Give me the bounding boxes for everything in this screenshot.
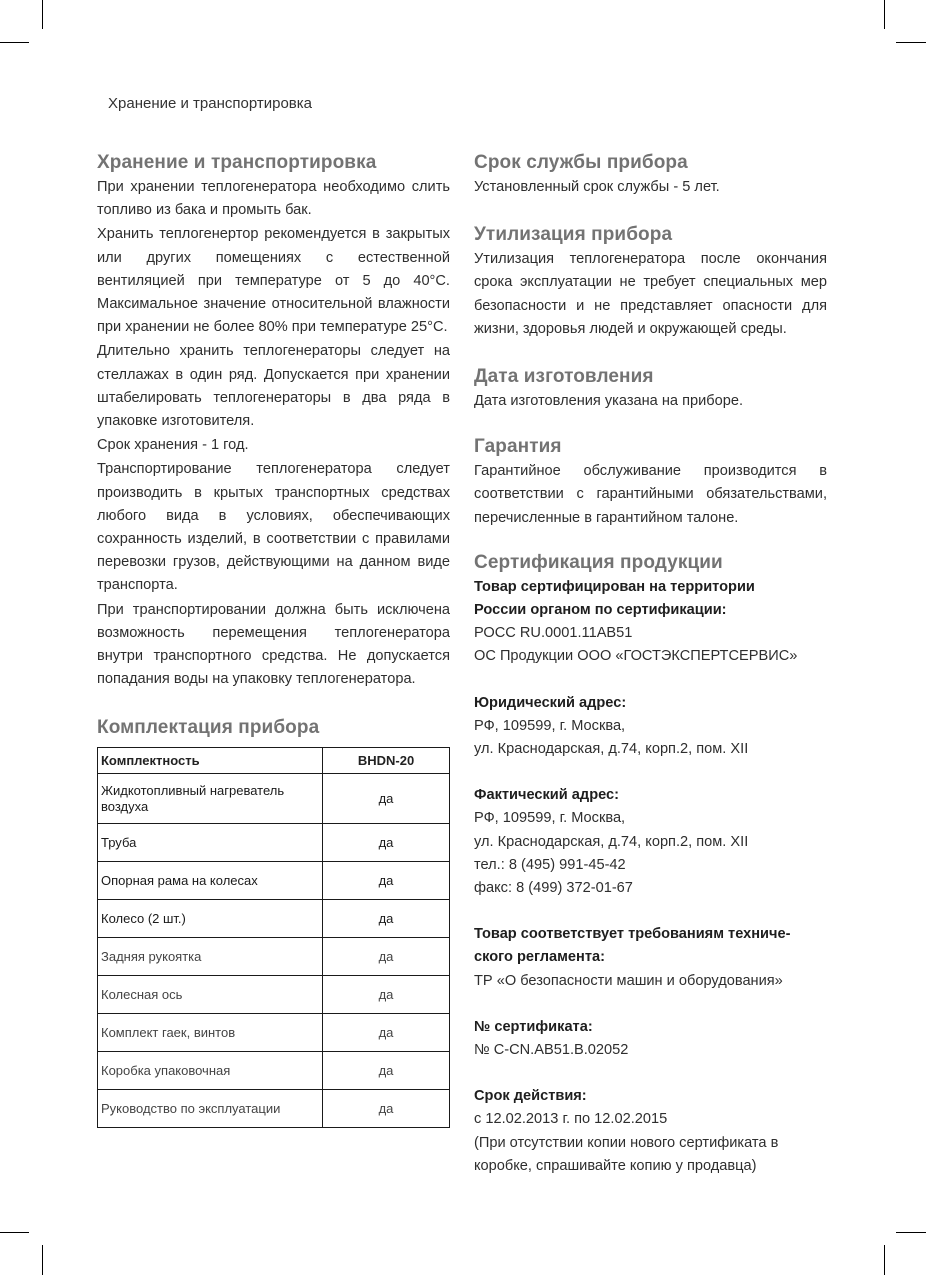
table-row: [98, 1090, 450, 1128]
table-header-row: [98, 748, 450, 774]
cert-body-label: Товар сертифицирован на территории: [474, 578, 755, 595]
kit-section: [97, 715, 450, 1128]
service-life-heading: Срок службы прибора: [474, 152, 688, 173]
table-cell-item: Жидкотопливный нагреватель воздуха: [98, 774, 323, 824]
table-cell-item: Опорная рама на колесах: [98, 862, 323, 900]
storage-heading: Хранение и транспортировка: [97, 152, 377, 173]
storage-paragraph: Длительно хранить теплогенераторы следует на стеллажах в один ряд. Допускается при хранении штабелировать теплогенераторы в два ряда в упаковке изготовителя.: [97, 343, 450, 430]
table-row: [98, 976, 450, 1014]
crop-mark: [884, 1245, 885, 1275]
certification-section: [474, 550, 827, 1178]
table-cell-item: Комплект гаек, винтов: [98, 1014, 323, 1052]
validity-label: Срок действия:: [474, 1088, 587, 1105]
manufacture-date-section: [474, 364, 827, 413]
disposal-section: [474, 222, 827, 341]
kit-heading: Комплектация прибора: [97, 717, 320, 739]
storage-paragraph: Хранить теплогенертор рекомендуется в закрытых или других помещениях с естественной вентиляцией при температуре от 5 до 40°С. Максимальное значение относительной влажности при хранении не более 80% при температуре 25°С.: [97, 226, 450, 336]
manufacture-date-heading: Дата изготовления: [474, 366, 654, 388]
actual-address-label: Фактический адрес:: [474, 787, 620, 804]
validity-note: (При отсутствии копии нового сертификата в: [474, 1134, 779, 1151]
actual-address-line: ул. Краснодарская, д.74, корп.2, пом. XII: [474, 833, 749, 850]
table-header-model: BHDN-20: [323, 748, 450, 774]
cert-body-code: РОСС RU.0001.11АВ51: [474, 625, 633, 642]
legal-address-line: ул. Краснодарская, д.74, корп.2, пом. XII: [474, 741, 749, 758]
manufacture-date-text: Дата изготовления указана на приборе.: [474, 393, 744, 410]
legal-address-label: Юридический адрес:: [474, 694, 627, 711]
table-row: [98, 1014, 450, 1052]
table-cell-value: да: [323, 938, 450, 976]
table-cell-value: да: [323, 824, 450, 862]
storage-paragraph: При транспортировании должна быть исключена возможность перемещения теплогенератора внутри транспортного средства. Не допускается попадания воды на упаковку теплогенератора.: [97, 601, 450, 688]
table-cell-value: да: [323, 774, 450, 824]
actual-address-line: РФ, 109599, г. Москва,: [474, 810, 626, 827]
crop-mark: [42, 0, 43, 29]
cert-body-label: России органом по сертификации:: [474, 602, 727, 619]
legal-address-line: РФ, 109599, г. Москва,: [474, 717, 626, 734]
table-row: [98, 1052, 450, 1090]
table-cell-value: да: [323, 862, 450, 900]
crop-mark: [0, 1232, 29, 1233]
compliance-label: ского регламента:: [474, 949, 605, 966]
right-column: [474, 150, 827, 1178]
warranty-text: Гарантийное обслуживание производится в соответствии с гарантийными обязательствами, перечисленные в гарантийном талоне.: [474, 463, 827, 526]
table-cell-value: да: [323, 1014, 450, 1052]
compliance-text: ТР «О безопасности машин и оборудования»: [474, 972, 783, 989]
table-header-item: Комплектность: [98, 748, 323, 774]
table-row: [98, 824, 450, 862]
crop-mark: [884, 0, 885, 29]
storage-paragraph: Срок хранения - 1 год.: [97, 437, 249, 454]
table-cell-item: Труба: [98, 824, 323, 862]
table-cell-value: да: [323, 1090, 450, 1128]
crop-mark: [0, 42, 29, 43]
table-cell-item: Задняя рукоятка: [98, 938, 323, 976]
validity-dates: с 12.02.2013 г. по 12.02.2015: [474, 1111, 668, 1128]
table-cell-value: да: [323, 976, 450, 1014]
phone-number: тел.: 8 (495) 991-45-42: [474, 856, 626, 873]
table-cell-value: да: [323, 900, 450, 938]
disposal-text: Утилизация теплогенератора после окончания срока эксплуатации не требует специальных мер безопасности и не представляет опасности для жизни, здоровья людей и окружающей среды.: [474, 251, 827, 337]
compliance-label: Товар соответствует требованиям техниче-: [474, 926, 791, 943]
table-cell-item: Руководство по эксплуатации: [98, 1090, 323, 1128]
certification-heading: Сертификация продукции: [474, 551, 723, 573]
crop-mark: [896, 42, 926, 43]
cert-number: № С-CN.АВ51.В.02052: [474, 1042, 629, 1059]
warranty-section: [474, 434, 827, 530]
fax-number: факс: 8 (499) 372-01-67: [474, 880, 633, 897]
table-row: [98, 938, 450, 976]
kit-table: [97, 747, 450, 1128]
disposal-heading: Утилизация прибора: [474, 224, 673, 246]
storage-section: [97, 150, 450, 691]
storage-paragraph: Транспортирование теплогенератора следует производить в крытых транспортных средствах любого вида в условиях, обеспечивающих сохранность изделий, в соответствии с правилами перевозки грузов, действующими на данном виде транспорта.: [97, 461, 450, 594]
warranty-heading: Гарантия: [474, 436, 562, 458]
service-life-section: [474, 150, 827, 199]
table-row: [98, 862, 450, 900]
table-row: [98, 900, 450, 938]
crop-mark: [896, 1232, 926, 1233]
left-column: [97, 150, 450, 1128]
table-row: [98, 774, 450, 824]
validity-note: коробке, спрашивайте копию у продавца): [474, 1157, 757, 1174]
storage-paragraph: При хранении теплогенератора необходимо слить топливо из бака и промыть бак.: [97, 179, 450, 219]
running-head: Хранение и транспортировка: [108, 95, 312, 112]
service-life-text: Установленный срок службы - 5 лет.: [474, 179, 720, 195]
table-cell-value: да: [323, 1052, 450, 1090]
table-cell-item: Колесная ось: [98, 976, 323, 1014]
table-cell-item: Колесо (2 шт.): [98, 900, 323, 938]
cert-number-label: № сертификата:: [474, 1018, 593, 1035]
table-cell-item: Коробка упаковочная: [98, 1052, 323, 1090]
cert-body-name: ОС Продукции ООО «ГОСТЭКСПЕРТСЕРВИС»: [474, 648, 798, 665]
crop-mark: [42, 1245, 43, 1275]
